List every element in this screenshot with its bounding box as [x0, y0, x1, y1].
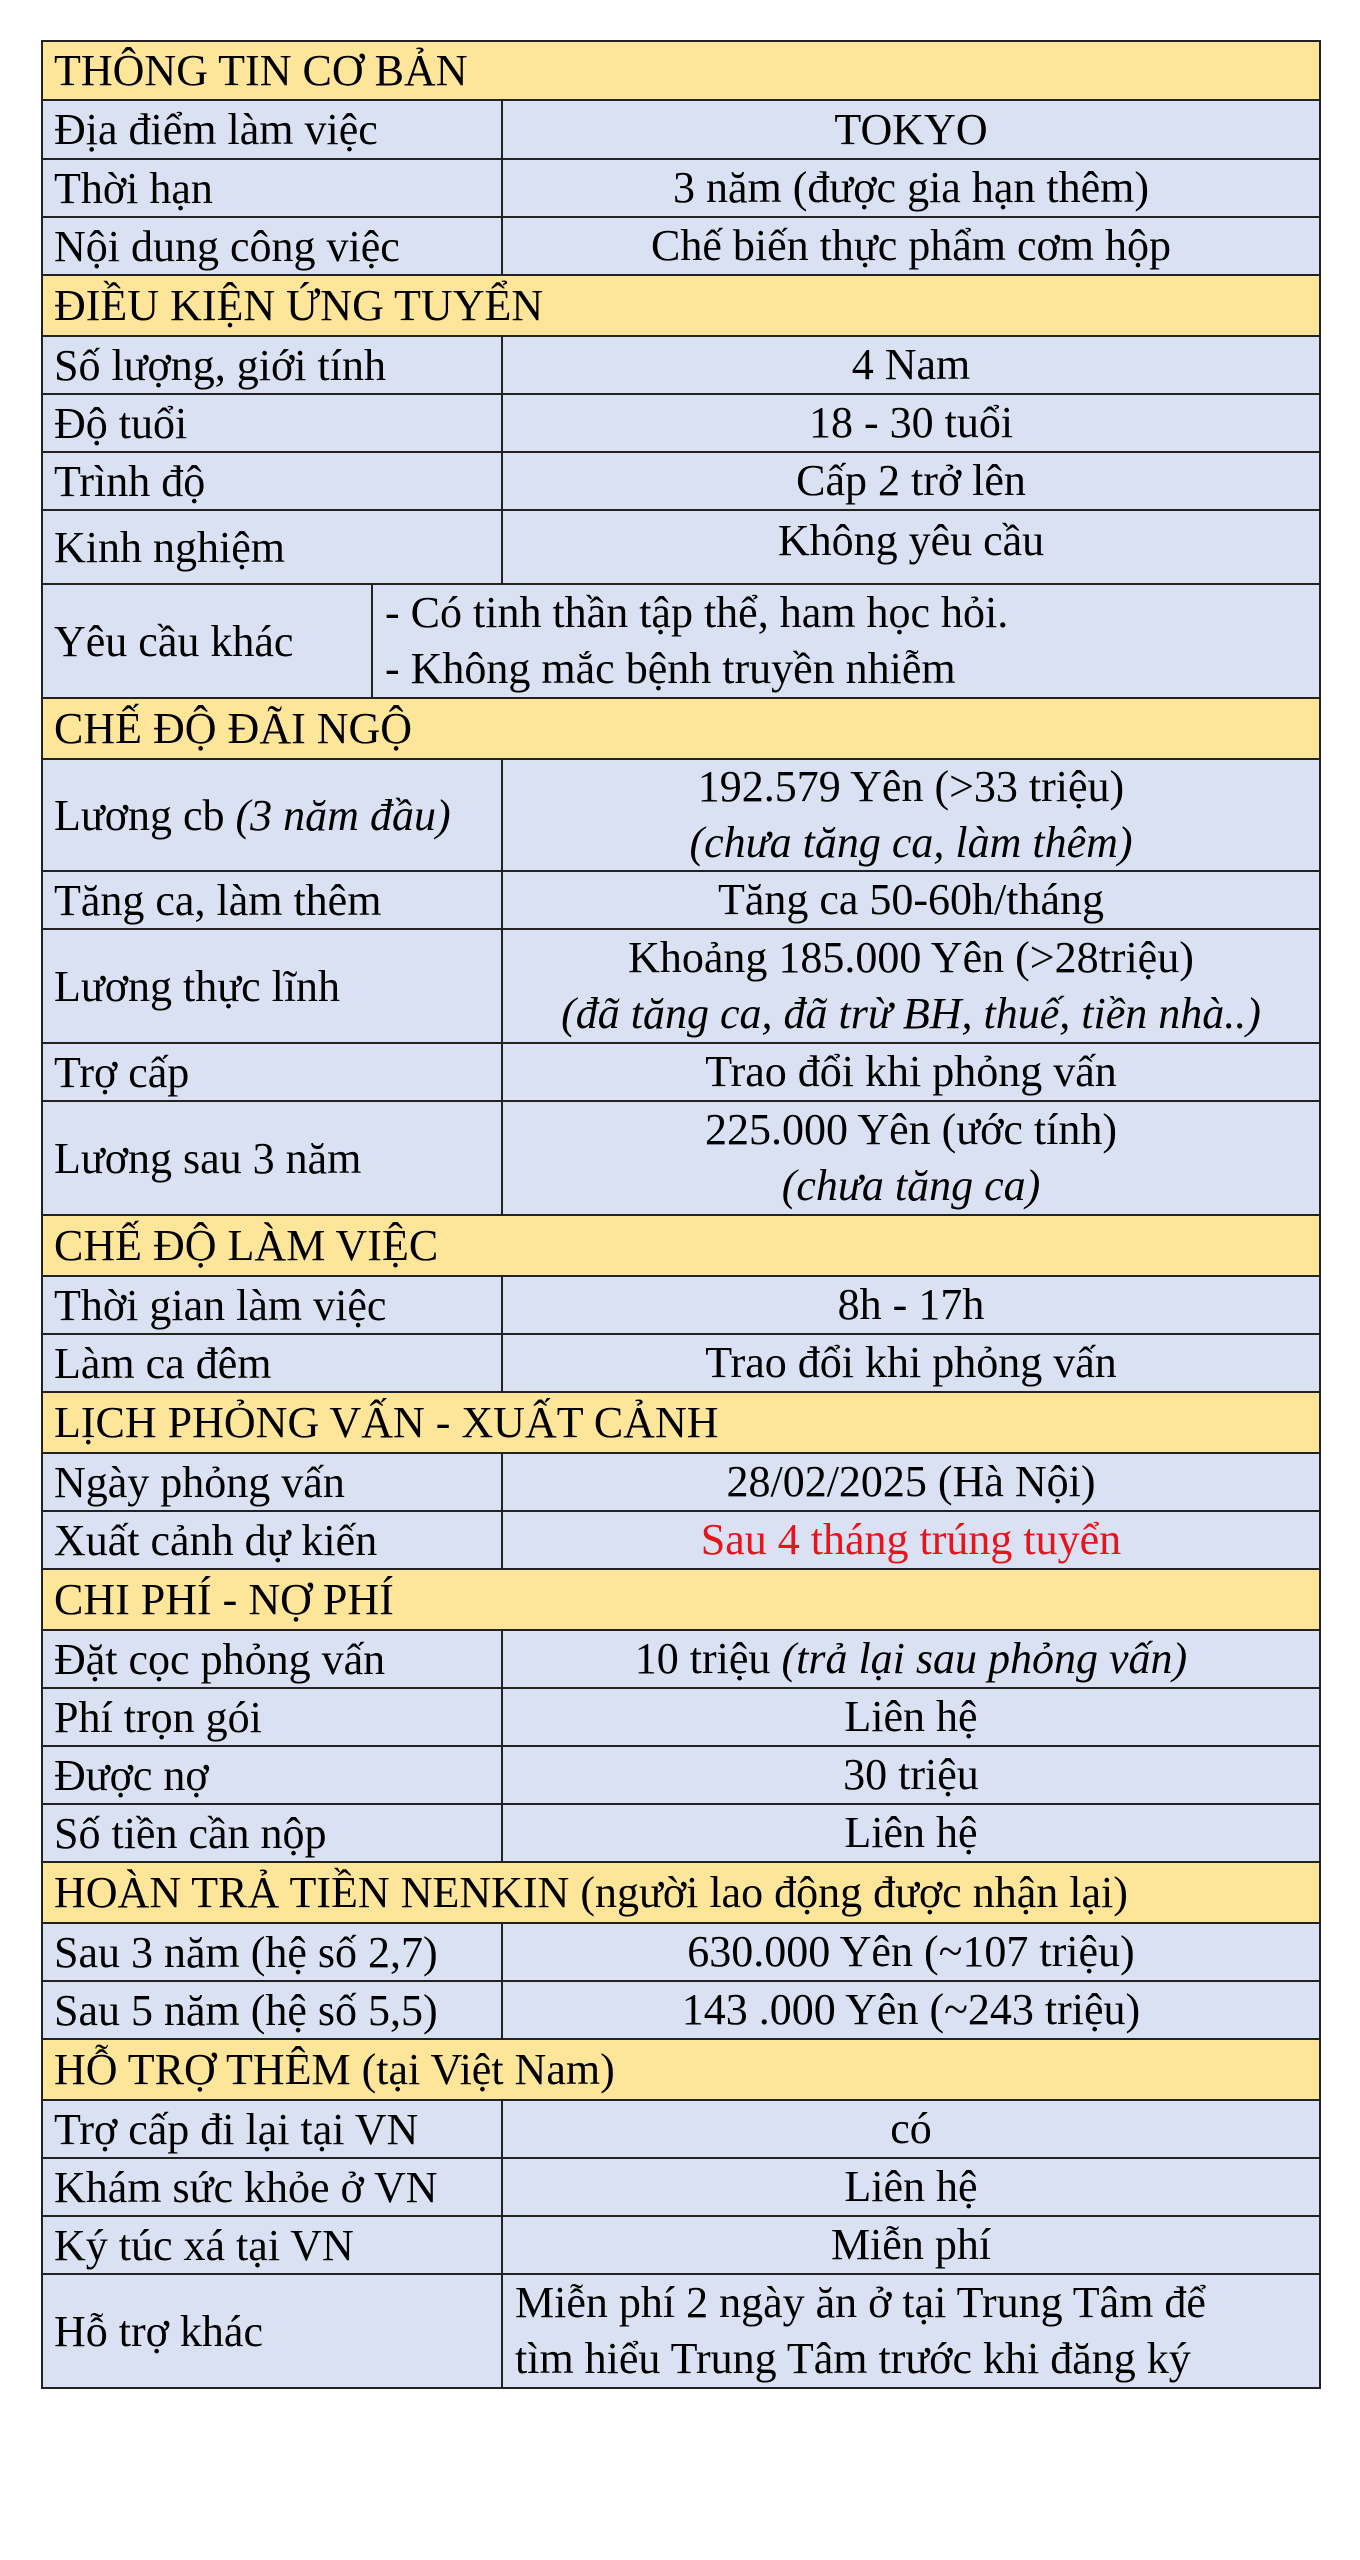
row-value: 8h - 17h	[837, 1280, 985, 1329]
requirement-line: - Có tinh thần tập thể, ham học hỏi.	[385, 588, 1009, 637]
row-label: Địa điểm làm việc	[43, 101, 503, 158]
row-label: Số lượng, giới tính	[43, 337, 503, 393]
row-value: Liên hệ	[844, 1808, 978, 1857]
row-value: TOKYO	[834, 104, 988, 154]
row-value: Miễn phí	[830, 2220, 992, 2269]
row-night-shift	[41, 1335, 1321, 1393]
row-value: Cấp 2 trở lên	[796, 456, 1026, 505]
row-payable	[41, 1805, 1321, 1863]
row-value: Không yêu cầu	[777, 516, 1045, 565]
support-line: Miễn phí 2 ngày ăn ở tại Trung Tâm để	[515, 2278, 1206, 2327]
section-title: CHẾ ĐỘ LÀM VIỆC	[54, 1221, 439, 1270]
row-travel-allowance	[41, 2101, 1321, 2159]
row-value: 4 Nam	[851, 340, 971, 389]
row-label: Đặt cọc phỏng vấn	[43, 1631, 503, 1687]
row-label: Thời gian làm việc	[43, 1277, 503, 1333]
section-title: LỊCH PHỎNG VẤN - XUẤT CẢNH	[54, 1398, 719, 1447]
row-debt	[41, 1747, 1321, 1805]
row-value: 28/02/2025 (Hà Nội)	[726, 1457, 1096, 1506]
row-label: Hỗ trợ khác	[43, 2275, 503, 2387]
row-label: Số tiền cần nộp	[43, 1805, 503, 1861]
section-basic-info	[41, 40, 1321, 101]
row-health-check	[41, 2159, 1321, 2217]
row-note: (đã tăng ca, đã trừ BH, thuế, tiền nhà..)	[561, 989, 1261, 1038]
row-label: Trợ cấp đi lại tại VN	[43, 2101, 503, 2157]
row-package-fee	[41, 1689, 1321, 1747]
row-value: 3 năm (được gia hạn thêm)	[673, 163, 1149, 212]
row-value: 143 .000 Yên (~243 triệu)	[681, 1985, 1141, 2034]
row-label: Lương sau 3 năm	[43, 1102, 503, 1214]
row-education	[41, 453, 1321, 511]
row-label: Yêu cầu khác	[43, 585, 373, 697]
row-label: Độ tuổi	[43, 395, 503, 451]
section-title: THÔNG TIN CƠ BẢN	[54, 46, 468, 95]
label-text: Lương cb	[54, 790, 225, 840]
section-schedule	[41, 1393, 1321, 1454]
row-value: 630.000 Yên (~107 triệu)	[687, 1927, 1135, 1976]
row-work-hours	[41, 1277, 1321, 1335]
job-info-table	[41, 40, 1321, 2389]
row-value: 225.000 Yên (ước tính)	[704, 1105, 1118, 1154]
section-nenkin	[41, 1863, 1321, 1924]
row-value-highlight: Sau 4 tháng trúng tuyển	[700, 1515, 1122, 1564]
row-value: Liên hệ	[844, 2162, 978, 2211]
value-note: (trả lại sau phỏng vấn)	[781, 1634, 1188, 1683]
row-label: Ký túc xá tại VN	[43, 2217, 503, 2273]
row-value: 30 triệu	[843, 1750, 979, 1799]
row-label: Phí trọn gói	[43, 1689, 503, 1745]
row-dormitory	[41, 2217, 1321, 2275]
row-net-salary	[41, 930, 1321, 1044]
row-allowance	[41, 1044, 1321, 1102]
row-experience	[41, 511, 1321, 585]
section-title: HỖ TRỢ THÊM (tại Việt Nam)	[54, 2045, 615, 2094]
row-label: Kinh nghiệm	[43, 511, 503, 583]
row-salary-after-3-years	[41, 1102, 1321, 1216]
row-deposit	[41, 1631, 1321, 1689]
row-label: Sau 3 năm (hệ số 2,7)	[43, 1924, 503, 1980]
row-value	[635, 1631, 1187, 1687]
requirement-line: - Không mắc bệnh truyền nhiễm	[385, 644, 956, 693]
row-job	[41, 218, 1321, 276]
row-value: Trao đổi khi phỏng vấn	[705, 1338, 1117, 1387]
row-label: Tăng ca, làm thêm	[43, 872, 503, 928]
row-value: Liên hệ	[844, 1692, 978, 1741]
row-value: có	[890, 2104, 932, 2153]
row-value: 192.579 Yên (>33 triệu)	[697, 762, 1125, 811]
row-label	[43, 760, 503, 870]
label-note: (3 năm đầu)	[235, 790, 451, 840]
row-label: Thời hạn	[43, 160, 503, 216]
row-label: Xuất cảnh dự kiến	[43, 1512, 503, 1568]
row-value: 18 - 30 tuổi	[808, 398, 1014, 447]
row-age	[41, 395, 1321, 453]
row-label: Làm ca đêm	[43, 1335, 503, 1391]
section-support	[41, 2040, 1321, 2101]
section-title: HOÀN TRẢ TIỀN NENKIN (người lao động được nhận lại)	[54, 1868, 1128, 1917]
row-label: Trợ cấp	[43, 1044, 503, 1100]
row-departure	[41, 1512, 1321, 1570]
row-value: Tăng ca 50-60h/tháng	[717, 875, 1105, 924]
row-interview-date	[41, 1454, 1321, 1512]
section-work	[41, 1216, 1321, 1277]
row-label: Khám sức khỏe ở VN	[43, 2159, 503, 2215]
section-conditions	[41, 276, 1321, 337]
row-label: Lương thực lĩnh	[43, 930, 503, 1042]
row-label: Nội dung công việc	[43, 218, 503, 274]
row-other-requirements	[41, 585, 1321, 699]
row-label: Trình độ	[43, 453, 503, 509]
row-location	[41, 101, 1321, 160]
section-title: CHI PHÍ - NỢ PHÍ	[54, 1575, 394, 1624]
row-base-salary	[41, 760, 1321, 872]
row-value: Trao đổi khi phỏng vấn	[705, 1047, 1117, 1096]
value-text: 10 triệu	[634, 1634, 771, 1683]
row-label: Ngày phỏng vấn	[43, 1454, 503, 1510]
section-costs	[41, 1570, 1321, 1631]
row-note: (chưa tăng ca)	[781, 1161, 1041, 1210]
row-quantity	[41, 337, 1321, 395]
row-label: Được nợ	[43, 1747, 503, 1803]
row-note: (chưa tăng ca, làm thêm)	[689, 818, 1133, 867]
row-other-support	[41, 2275, 1321, 2389]
support-line: tìm hiểu Trung Tâm trước khi đăng ký	[515, 2334, 1191, 2383]
row-nenkin-3-years	[41, 1924, 1321, 1982]
row-label: Sau 5 năm (hệ số 5,5)	[43, 1982, 503, 2038]
section-title: CHẾ ĐỘ ĐÃI NGỘ	[54, 704, 413, 753]
row-value: Chế biến thực phẩm cơm hộp	[650, 221, 1171, 270]
row-term	[41, 160, 1321, 218]
row-overtime	[41, 872, 1321, 930]
row-nenkin-5-years	[41, 1982, 1321, 2040]
section-title: ĐIỀU KIỆN ỨNG TUYỂN	[54, 281, 544, 330]
row-value: Khoảng 185.000 Yên (>28triệu)	[628, 933, 1194, 982]
section-benefits	[41, 699, 1321, 760]
